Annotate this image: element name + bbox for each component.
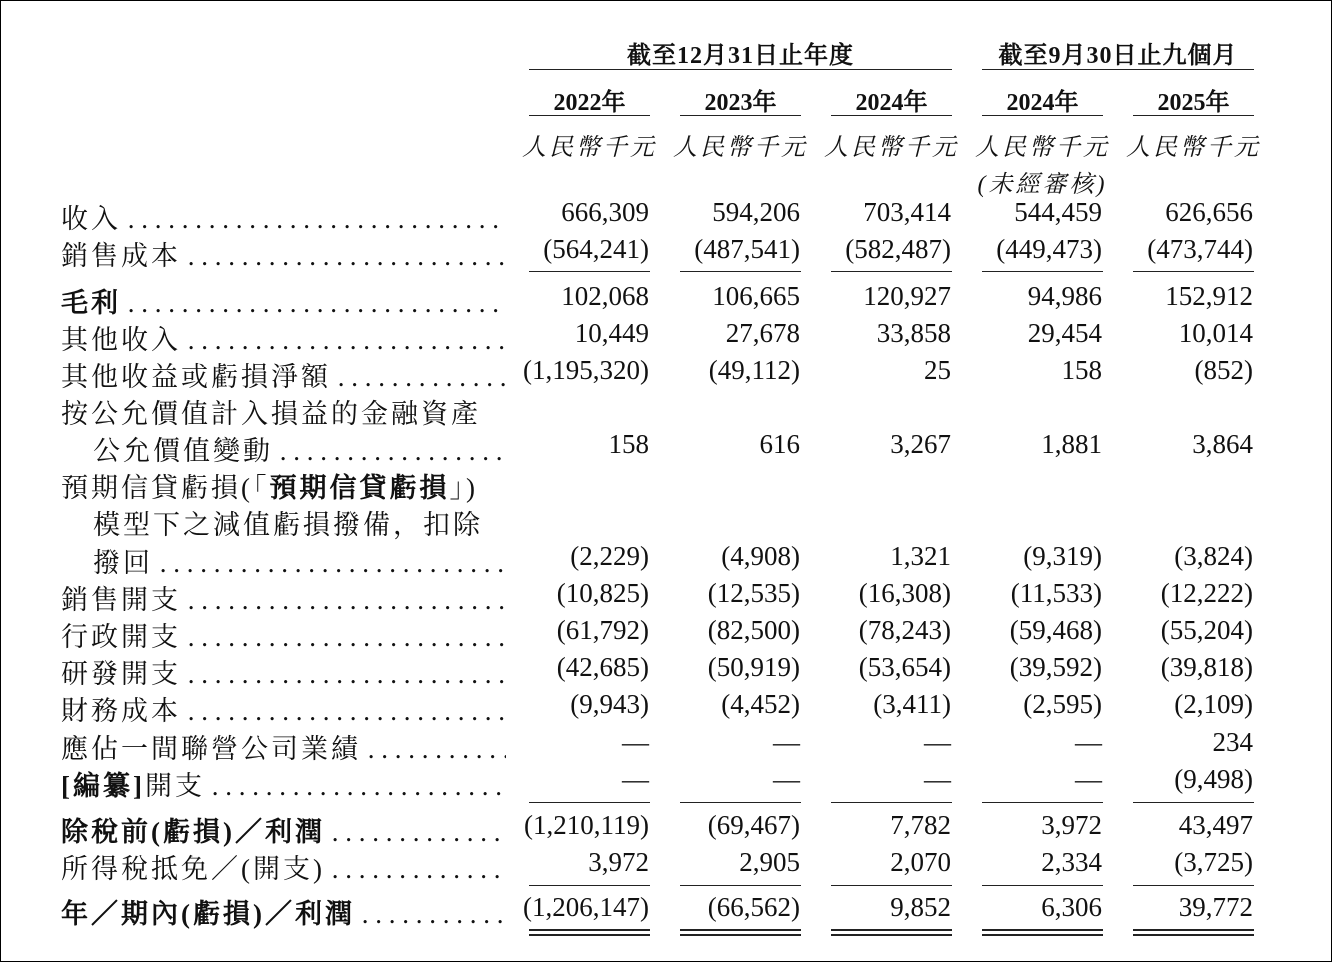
cell-value: — <box>773 727 800 757</box>
cell-value: 544,459 <box>1014 197 1102 227</box>
total-double-line <box>529 929 650 936</box>
table-row <box>1 652 1331 689</box>
group-underline <box>529 69 952 70</box>
cell-value: — <box>1075 727 1102 757</box>
table-row <box>1 541 1331 578</box>
year-header: 2024年 <box>855 90 928 116</box>
cell-value: (1,210,119) <box>524 810 649 840</box>
subtotal-line <box>982 885 1103 886</box>
table-row <box>1 466 1331 503</box>
cell-value: (16,308) <box>858 578 951 608</box>
total-double-line <box>831 929 952 936</box>
cell-value: (55,204) <box>1160 615 1253 645</box>
cell-value: (78,243) <box>858 615 951 645</box>
table-row <box>1 727 1331 764</box>
group-underline <box>982 69 1254 70</box>
cell-value: 6,306 <box>1041 892 1102 922</box>
year-underline <box>529 115 650 116</box>
cell-value: (473,744) <box>1147 234 1253 264</box>
cell-value: 39,772 <box>1178 892 1253 922</box>
cell-value: 2,070 <box>890 847 951 877</box>
cell-value: (582,487) <box>845 234 951 264</box>
row-label: 財務成本 . . . <box>61 689 506 728</box>
cell-value: (39,592) <box>1009 652 1102 682</box>
cell-value: (2,229) <box>570 541 649 571</box>
subtotal-line <box>982 271 1103 272</box>
cell-value: (564,241) <box>543 234 649 264</box>
row-label: 年／期內(虧損)／利潤 . . . <box>61 892 506 931</box>
subtotal-line <box>1133 885 1254 886</box>
cell-value: 3,972 <box>1041 810 1102 840</box>
year-underline <box>680 115 801 116</box>
year-underline <box>982 115 1103 116</box>
row-label: 其他收入 . . . <box>61 318 506 357</box>
cell-value: (449,473) <box>996 234 1102 264</box>
row-label: 除稅前(虧損)／利潤 . . . <box>61 810 506 849</box>
row-label: 銷售開支 . . . <box>61 578 506 617</box>
cell-value: 703,414 <box>863 197 951 227</box>
row-label: 其他收益或虧損淨額 . . . <box>61 355 506 394</box>
cell-value: — <box>773 764 800 794</box>
table-row <box>1 764 1331 801</box>
cell-value: 3,972 <box>588 847 649 877</box>
total-double-line <box>982 929 1103 936</box>
cell-value: (69,467) <box>707 810 800 840</box>
subtotal-line <box>1133 271 1254 272</box>
cell-value: 594,206 <box>712 197 800 227</box>
cell-value: (10,825) <box>556 578 649 608</box>
cell-value: (82,500) <box>707 615 800 645</box>
row-label: 模型下之減值虧損撥備，扣除 <box>93 510 483 540</box>
cell-value: (42,685) <box>556 652 649 682</box>
total-double-line <box>1133 929 1254 936</box>
cell-value: (487,541) <box>694 234 800 264</box>
subtotal-line <box>831 885 952 886</box>
year-header: 2022年 <box>553 90 626 116</box>
cell-value: (852) <box>1194 355 1253 385</box>
table-row <box>1 892 1331 929</box>
cell-value: 25 <box>924 355 951 385</box>
table-row <box>1 429 1331 466</box>
cell-value: (1,206,147) <box>523 892 649 922</box>
unit-label: 人民幣千元 <box>975 135 1110 161</box>
cell-value: 33,858 <box>876 318 951 348</box>
cell-value: 1,321 <box>890 541 951 571</box>
cell-value: 234 <box>1212 727 1253 757</box>
cell-value: 158 <box>1061 355 1102 385</box>
subtotal-line <box>680 271 801 272</box>
cell-value: — <box>1075 764 1102 794</box>
cell-value: (66,562) <box>707 892 800 922</box>
table-row <box>1 197 1331 234</box>
subtotal-line <box>982 802 1103 803</box>
row-label: 所得稅抵免／(開支) . . . <box>61 847 506 886</box>
table-row <box>1 810 1331 847</box>
row-label: 按公允價值計入損益的金融資產 <box>61 399 481 429</box>
cell-value: 94,986 <box>1027 281 1102 311</box>
cell-value: (11,533) <box>1010 578 1102 608</box>
cell-value: (2,595) <box>1023 689 1102 719</box>
row-label: 銷售成本 . . . <box>61 234 506 273</box>
cell-value: 3,864 <box>1192 429 1253 459</box>
row-label: 行政開支 . . . <box>61 615 506 654</box>
cell-value: (3,824) <box>1174 541 1253 571</box>
row-label: 預期信貸虧損(「預期信貸虧損」) <box>61 473 478 503</box>
year-header: 2023年 <box>704 90 777 116</box>
unaudited-label: (未經審核) <box>977 172 1108 198</box>
group-header-annual: 截至12月31日止年度 <box>627 43 854 69</box>
row-label: 收入 . . . <box>61 197 506 236</box>
table-row <box>1 318 1331 355</box>
table-row <box>1 847 1331 884</box>
cell-value: 666,309 <box>561 197 649 227</box>
subtotal-line <box>831 271 952 272</box>
cell-value: 29,454 <box>1027 318 1102 348</box>
year-underline <box>1133 115 1254 116</box>
cell-value: — <box>622 727 649 757</box>
row-label: 撥回 . . . <box>93 541 506 580</box>
cell-value: 10,014 <box>1178 318 1253 348</box>
cell-value: 1,881 <box>1041 429 1102 459</box>
row-label: [編纂]開支 . . . <box>61 764 506 803</box>
cell-value: (3,411) <box>873 689 951 719</box>
cell-value: 102,068 <box>561 281 649 311</box>
group-header-nine-months: 截至9月30日止九個月 <box>998 43 1238 69</box>
table-row <box>1 392 1331 429</box>
cell-value: 9,852 <box>890 892 951 922</box>
cell-value: 106,665 <box>712 281 800 311</box>
cell-value: (9,319) <box>1023 541 1102 571</box>
cell-value: (59,468) <box>1009 615 1102 645</box>
cell-value: 10,449 <box>574 318 649 348</box>
cell-value: 2,905 <box>739 847 800 877</box>
table-row <box>1 234 1331 271</box>
table-row <box>1 355 1331 392</box>
cell-value: 152,912 <box>1165 281 1253 311</box>
subtotal-line <box>831 802 952 803</box>
unit-label: 人民幣千元 <box>673 135 808 161</box>
cell-value: (9,498) <box>1174 764 1253 794</box>
total-double-line <box>680 929 801 936</box>
unit-label: 人民幣千元 <box>1126 135 1261 161</box>
cell-value: (1,195,320) <box>523 355 649 385</box>
cell-value: 120,927 <box>863 281 951 311</box>
cell-value: (61,792) <box>556 615 649 645</box>
cell-value: (53,654) <box>858 652 951 682</box>
year-header: 2025年 <box>1157 90 1230 116</box>
row-label: 應佔一間聯營公司業績 . . . <box>61 727 506 766</box>
unit-label: 人民幣千元 <box>522 135 657 161</box>
table-row <box>1 503 1331 540</box>
cell-value: (49,112) <box>708 355 800 385</box>
cell-value: — <box>924 764 951 794</box>
cell-value: (9,943) <box>570 689 649 719</box>
row-label: 毛利 . . . <box>61 281 506 320</box>
cell-value: 43,497 <box>1178 810 1253 840</box>
cell-value: 616 <box>759 429 800 459</box>
cell-value: 27,678 <box>725 318 800 348</box>
cell-value: 2,334 <box>1041 847 1102 877</box>
subtotal-line <box>680 885 801 886</box>
cell-value: (12,535) <box>707 578 800 608</box>
cell-value: — <box>924 727 951 757</box>
cell-value: 626,656 <box>1165 197 1253 227</box>
cell-value: (2,109) <box>1174 689 1253 719</box>
table-row <box>1 689 1331 726</box>
subtotal-line <box>529 271 650 272</box>
cell-value: (3,725) <box>1174 847 1253 877</box>
cell-value: (4,908) <box>721 541 800 571</box>
row-label: 公允價值變動 . . . <box>93 429 506 468</box>
row-label: 研發開支 . . . <box>61 652 506 691</box>
cell-value: 3,267 <box>890 429 951 459</box>
table-row <box>1 281 1331 318</box>
cell-value: (39,818) <box>1160 652 1253 682</box>
cell-value: — <box>622 764 649 794</box>
subtotal-line <box>680 802 801 803</box>
table-row <box>1 615 1331 652</box>
year-header: 2024年 <box>1006 90 1079 116</box>
cell-value: 7,782 <box>890 810 951 840</box>
subtotal-line <box>529 885 650 886</box>
unit-label: 人民幣千元 <box>824 135 959 161</box>
subtotal-line <box>1133 802 1254 803</box>
subtotal-line <box>529 802 650 803</box>
cell-value: 158 <box>608 429 649 459</box>
cell-value: (12,222) <box>1160 578 1253 608</box>
table-row <box>1 578 1331 615</box>
year-underline <box>831 115 952 116</box>
cell-value: (50,919) <box>707 652 800 682</box>
cell-value: (4,452) <box>721 689 800 719</box>
